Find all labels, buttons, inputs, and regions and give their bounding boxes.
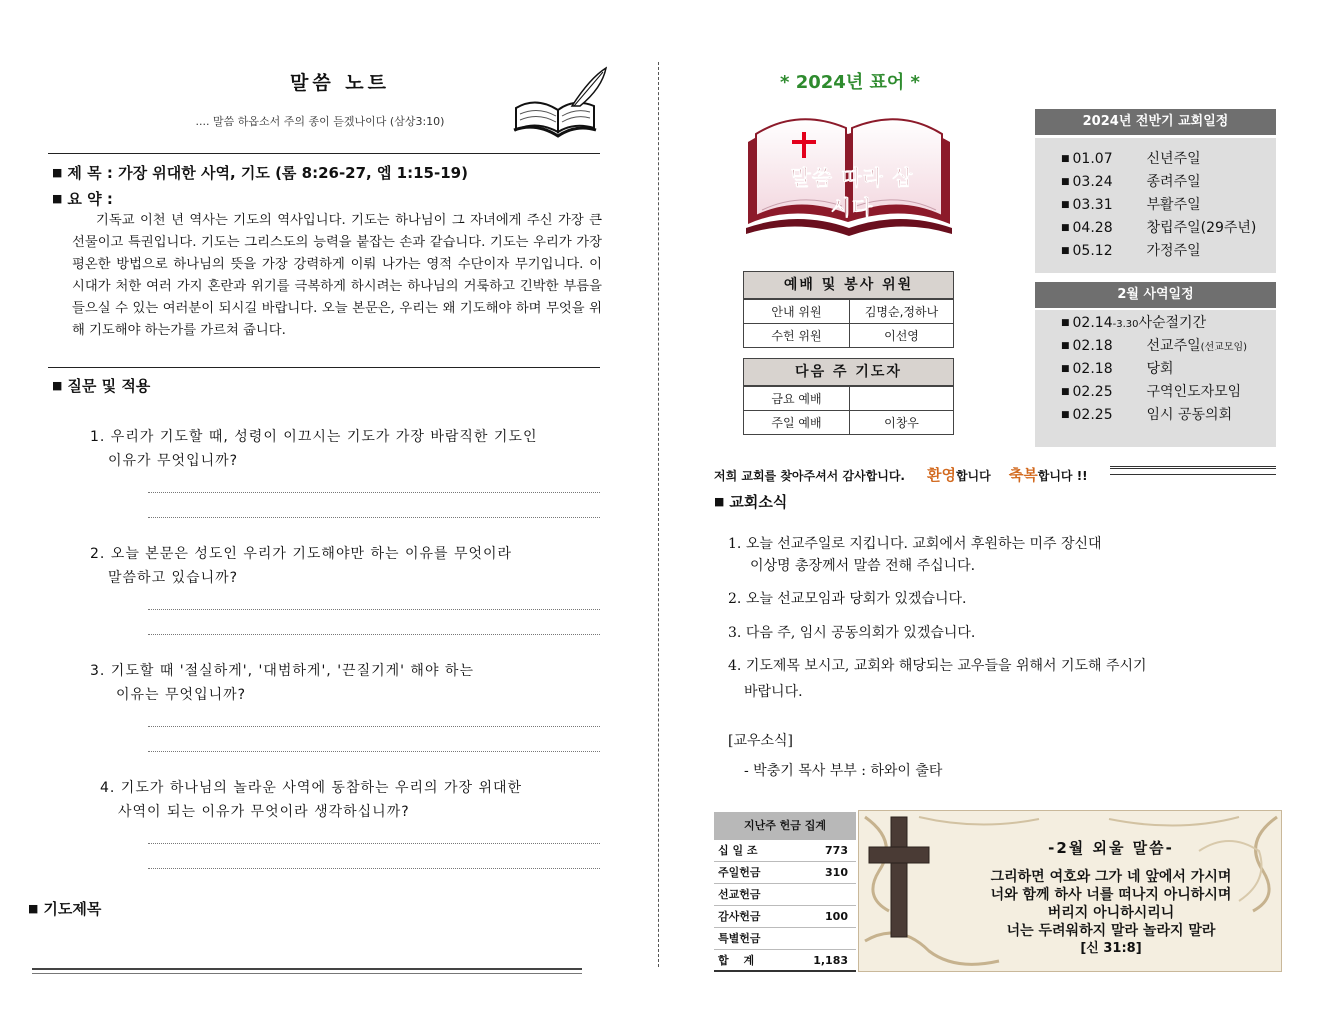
feb-schedule-item: ■ 02.18 선교주일(선교모임) [1061,338,1248,354]
question-4-line2: 사역이 되는 이유가 무엇이라 생각하십니까? [118,804,410,820]
question-4-line1: 4. 기도가 하나님의 놀라운 사역에 동참하는 우리의 가장 위대한 [100,780,523,796]
memory-verse-box [858,810,1282,972]
offering-heading: 지난주 헌금 집계 [714,812,856,840]
news-item-1: 1. 오늘 선교주일로 지킵니다. 교회에서 후원하는 미주 장신대 이상명 총장께서 말씀 전해 주십니다. [728,536,1102,574]
news-heading: ■ 교회소식 [714,493,788,511]
square-bullet-icon: ■ [28,902,39,915]
qa-heading [52,375,150,396]
verse-reference: [신 31:8] [1080,941,1142,956]
summary-text: 기독교 이천 년 역사는 기도의 역사입니다. 기도는 하나님이 그 자녀에게 주신 가장 큰 선물이고 특권입니다. 기도는 그리스도의 능력을 붙잡는 손과 같습니다. 기도는 우리가 가장 평온한 방법으로 하나님의 뜻을 가장 강력하게 이뤄 나가는 영적 수단이자 무기입니다. 이 시대가 처한 여러 가지 혼란과 위기를 극복하게 하시려는 하나님의 거룩하고 긴박한 부름을 들으실 수 있는 여러분이 되시길 바랍니다. 오늘 본문은, 우리는 왜 기도해야 하며 무엇을 위해 기도해야 하는가를 가르쳐 줍니다. [72,213,602,338]
square-bullet-icon: ■ [1061,246,1070,256]
page-title: 말씀 노트 [289,72,391,94]
offering-total-row: 합 계 1,183 [714,950,856,972]
question-1-line2: 이유가 무엇입니까? [108,453,239,469]
schedule-item: ■ 03.24 종려주일 [1061,174,1201,190]
bottom-rule [32,973,582,974]
staff-heading: 예배 및 봉사 위원 [743,271,954,299]
table-row [744,300,954,324]
verse-title: -2월 외울 말씀- [1048,839,1174,857]
square-bullet-icon: ■ [52,192,63,205]
square-bullet-icon: ■ [1061,154,1070,164]
schedule-item: ■ 03.31 부활주일 [1061,197,1201,213]
answer-line[interactable] [148,517,600,518]
offering-row: 주일헌금 310 [714,862,856,884]
topic-top-rule [48,153,600,154]
feb-schedule-item: ■ 02.25 구역인도자모임 [1061,384,1242,400]
prayer-name [850,387,954,411]
answer-line[interactable] [148,843,600,844]
prayer-role: 금요 예배 [744,387,850,411]
schedule-item: ■ 05.12 가정주일 [1061,243,1201,259]
offering-row: 선교헌금 [714,884,856,906]
staff-name: 이선영 [850,324,954,348]
staff-table [743,299,954,348]
welcome-line: 저희 교회를 찾아주셔서 감사합니다. 환영합니다 축복합니다 !! [714,466,1088,484]
question-2-line1: 2. 오늘 본문은 성도인 우리가 기도해야만 하는 이유를 무엇이라 [90,546,513,562]
page-divider [658,62,659,967]
offering-row: 특별헌금 [714,928,856,950]
cross-icon [867,815,931,939]
schedule-list [1035,138,1276,273]
answer-line[interactable] [148,868,600,869]
news-item-2: 2. 오늘 선교모임과 당회가 있겠습니다. [728,591,967,607]
members-news-label: [교우소식] [728,733,794,749]
square-bullet-icon: ■ [1061,223,1070,233]
prayer-role: 주일 예배 [744,411,850,435]
offering-row: 감사헌금 100 [714,906,856,928]
square-bullet-icon: ■ [1061,387,1070,397]
welcome-divider [1110,466,1276,475]
bottom-rule [32,968,582,970]
question-2 [90,542,512,590]
table-row [744,387,954,411]
question-3-line2: 이유는 무엇입니까? [116,687,247,703]
square-bullet-icon: ■ [1061,318,1070,328]
members-news-item: - 박충기 목사 부부 : 하와이 출타 [744,763,943,779]
motto-bible-logo [742,112,956,242]
table-row [744,324,954,348]
topic-label: 제 목 : [67,164,113,182]
answer-line[interactable] [148,609,600,610]
sermon-topic [52,162,468,183]
prayer-name: 이창우 [850,411,954,435]
news-item-4: 4. 기도제목 보시고, 교회와 해당되는 교우들을 위해서 기도해 주시기 바랍니다. [728,658,1147,700]
square-bullet-icon: ■ [52,166,63,179]
staff-role: 수헌 위원 [744,324,850,348]
schedule-heading: 2024년 전반기 교회일정 [1035,109,1276,135]
offering-table [714,812,856,972]
square-bullet-icon: ■ [1061,341,1070,351]
feb-schedule-item: ■ 02.14-3.30사순절기간 [1061,315,1207,331]
feb-schedule-list [1035,310,1276,447]
answer-line[interactable] [148,492,600,493]
staff-name: 김명순,정하나 [850,300,954,324]
answer-line[interactable] [148,751,600,752]
open-book-quill-icon [510,66,610,138]
question-4 [100,776,522,824]
motto-text: 말씀 따라 삽시다 [790,166,914,220]
square-bullet-icon: ■ [714,495,725,508]
schedule-item: ■ 01.07 신년주일 [1061,151,1201,167]
square-bullet-icon: ■ [1061,410,1070,420]
summary-heading [52,188,113,209]
qa-label: 질문 및 적용 [67,377,151,395]
topic-text: 가장 위대한 사역, 기도 (롬 8:26-27, 엡 1:15-19) [118,164,468,182]
schedule-item: ■ 04.28 창립주일(29주년) [1061,220,1257,236]
square-bullet-icon: ■ [1061,200,1070,210]
question-1-line1: 1. 우리가 기도할 때, 성령이 이끄시는 기도가 가장 바람직한 기도인 [90,429,538,445]
staff-role: 안내 위원 [744,300,850,324]
verse-body: 그리하면 여호와 그가 네 앞에서 가시며 너와 함께 하사 너를 떠나지 아니하시며 버리지 아니하시리니 너는 두려워하지 말라 놀라지 말라 [신 31:8] [939,868,1283,958]
summary-bottom-rule [48,367,600,368]
square-bullet-icon: ■ [1061,177,1070,187]
answer-line[interactable] [148,634,600,635]
table-row [744,411,954,435]
question-3 [90,659,474,707]
prayer-label: 기도제목 [43,900,102,918]
question-1 [90,425,537,473]
prayers-table [743,386,954,435]
feb-schedule-heading: 2월 사역일정 [1035,282,1276,308]
memory-verse [939,811,1283,958]
prayer-heading [28,898,101,919]
prayers-heading: 다음 주 기도자 [743,358,954,386]
question-3-line1: 3. 기도할 때 '절실하게', '대범하게', '끈질기게' 해야 하는 [90,663,474,679]
offering-row: 십 일 조 773 [714,840,856,862]
feb-schedule-item: ■ 02.25 임시 공동의회 [1061,407,1233,423]
news-item-3: 3. 다음 주, 임시 공동의회가 있겠습니다. [728,625,976,641]
question-2-line2: 말씀하고 있습니까? [108,570,239,586]
square-bullet-icon: ■ [1061,364,1070,374]
answer-line[interactable] [148,726,600,727]
page-subtitle: .... 말씀 하옵소서 주의 종이 듣겠나이다 (삼상3:10) [195,115,445,128]
summary-label: 요 약 : [67,190,113,208]
feb-schedule-item: ■ 02.18 당회 [1061,361,1174,377]
square-bullet-icon: ■ [52,379,63,392]
motto-title: * 2024년 표어 * [780,72,920,93]
